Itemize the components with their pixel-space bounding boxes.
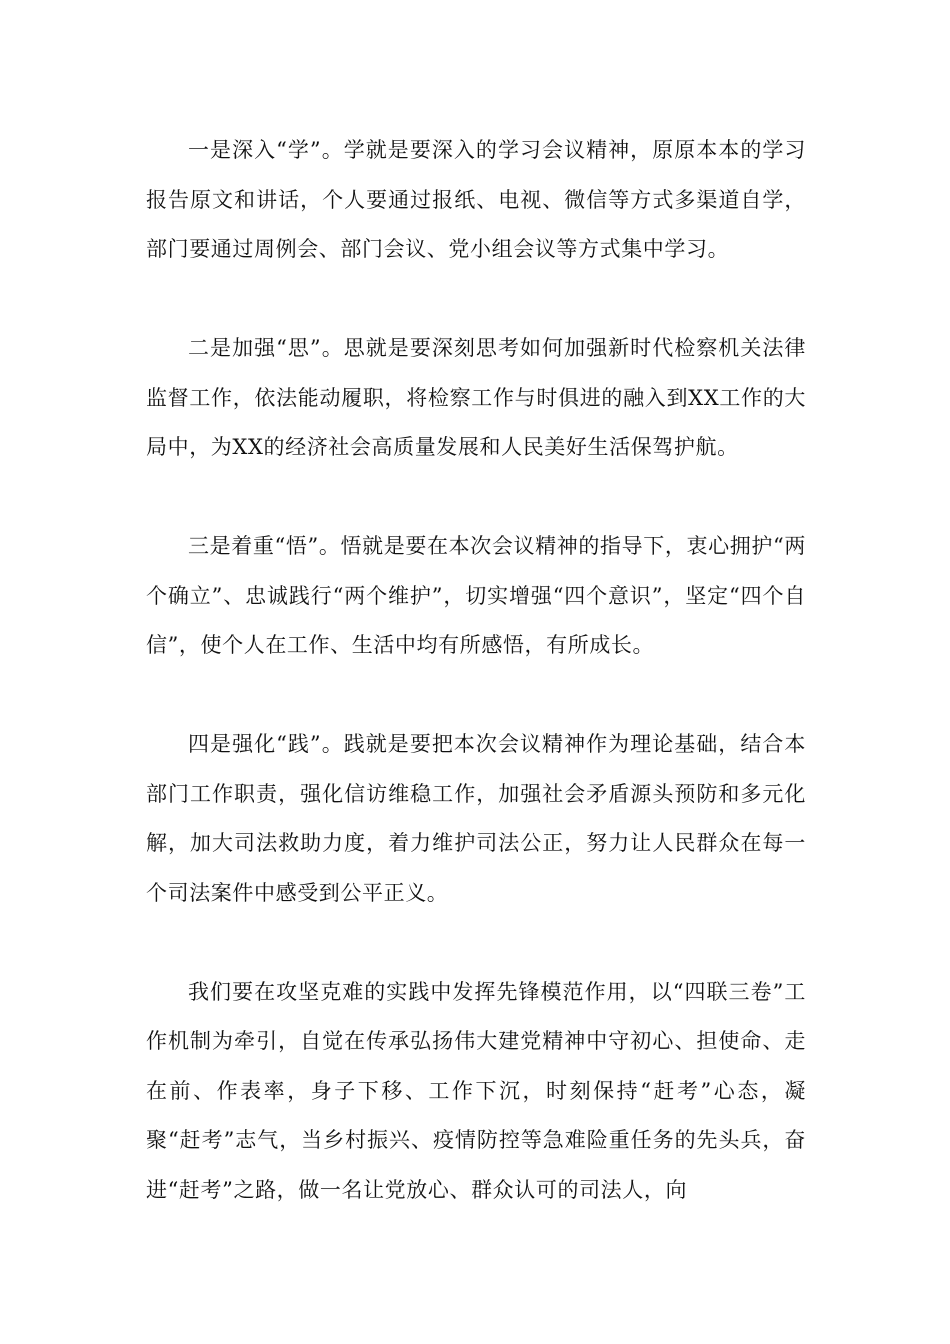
document-body (146, 126, 806, 1215)
paragraph-vanguard: 我们要在攻坚克难的实践中发挥先锋模范作用，以“四联三卷”工作机制为牵引，自觉在传承弘扬伟大建党精神中守初心、担使命、走在前、作表率，身子下移、工作下沉，时刻保持“赶考”心态，凝聚“赶考”志气，当乡村振兴、疫情防控等急难险重任务的先头兵，奋进“赶考”之路，做一名让党放心、群众认可的司法人，向 (146, 979, 806, 1202)
paragraph-practice: 四是强化“践”。践就是要把本次会议精神作为理论基础，结合本部门工作职责，强化信访维稳工作，加强社会矛盾源头预防和多元化解，加大司法救助力度，着力维护司法公正，努力让人民群众在每一个司法案件中感受到公平正义。 (146, 732, 806, 905)
paragraph-think: 二是加强“思”。思就是要深刻思考如何加强新时代检察机关法律监督工作，依法能动履职，将检察工作与时俱进的融入到XX工作的大局中，为XX的经济社会高质量发展和人民美好生活保驾护航。 (146, 336, 806, 459)
paragraph-realize: 三是着重“悟”。悟就是要在本次会议精神的指导下，衷心拥护“两个确立”、忠诚践行“两个维护”，切实增强“四个意识”，坚定“四个自信”，使个人在工作、生活中均有所感悟，有所成长。 (146, 534, 806, 657)
paragraph-study: 一是深入“学”。学就是要深入的学习会议精神，原原本本的学习报告原文和讲话，个人要通过报纸、电视、微信等方式多渠道自学，部门要通过周例会、部门会议、党小组会议等方式集中学习。 (146, 138, 806, 261)
